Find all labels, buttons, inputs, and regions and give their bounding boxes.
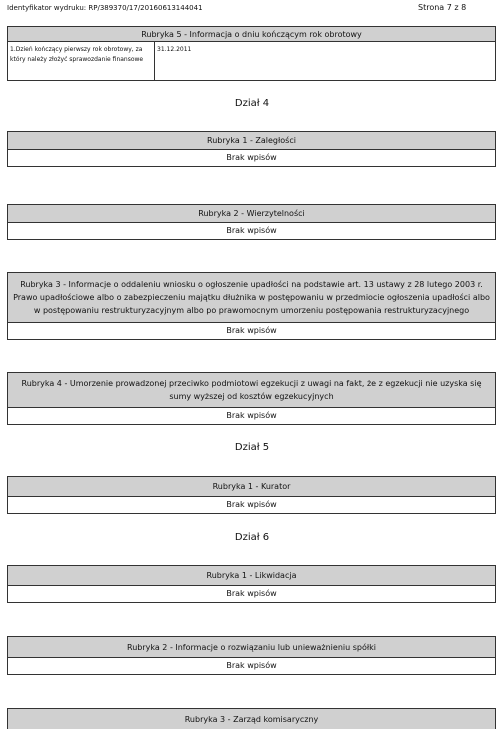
- section-body: Brak wpisów: [226, 326, 277, 335]
- section-rubryka-5: [7, 26, 496, 81]
- section-title: Rubryka 3 - Informacje o oddaleniu wniosku o ogłoszenie upadłości na podstawie art. 13 ustawy z 28 lutego 2003 r. Prawo upadłościowe albo o zabezpieczeniu majątku dłużnika w postępowaniu w przedmiocie ogłoszenia upadłości albo w postępowaniu restrukturyzacyjnym albo po prawomocnym umorzeniu postępowania restrukturyzacyjnego: [8, 273, 495, 323]
- section-d4-r1: [7, 131, 496, 167]
- section-d6-r2: [7, 636, 496, 675]
- field-label: 1.Dzień kończący pierwszy rok obrotowy, za który należy złożyć sprawozdanie finansowe: [8, 42, 155, 80]
- section-title: Rubryka 1 - Kurator: [8, 477, 495, 497]
- section-title: Rubryka 1 - Zaległości: [8, 132, 495, 150]
- section-d4-r2: [7, 204, 496, 240]
- section-body: Brak wpisów: [226, 500, 277, 509]
- section-body: Brak wpisów: [226, 226, 277, 235]
- dzial-5-heading: Dział 5: [234, 442, 270, 453]
- section-d5-r1: [7, 476, 496, 514]
- print-identifier: Identyfikator wydruku: RP/389370/17/20160613144041: [7, 4, 203, 12]
- section-title: Rubryka 2 - Wierzytelności: [8, 205, 495, 223]
- field-row: [8, 42, 495, 80]
- section-body: Brak wpisów: [226, 661, 277, 670]
- section-body: Brak wpisów: [226, 589, 277, 598]
- section-d4-r3: [7, 272, 496, 340]
- section-d4-r4: [7, 372, 496, 425]
- dzial-6-heading: Dział 6: [234, 532, 270, 543]
- section-body: Brak wpisów: [226, 153, 277, 162]
- field-value: 31.12.2011: [157, 46, 192, 53]
- section-title: Rubryka 4 - Umorzenie prowadzonej przeciwko podmiotowi egzekucji z uwagi na fakt, że z egzekucji nie uzyska się sumy wyższej od kosztów egzekucyjnych: [8, 373, 495, 408]
- dzial-4-heading: Dział 4: [234, 98, 270, 109]
- section-d6-r3: [7, 708, 496, 729]
- section-body: Brak wpisów: [226, 411, 277, 420]
- section-d6-r1: [7, 565, 496, 603]
- section-title: Rubryka 1 - Likwidacja: [8, 566, 495, 586]
- section-title: Rubryka 5 - Informacja o dniu kończącym rok obrotowy: [8, 27, 495, 42]
- section-title: Rubryka 3 - Zarząd komisaryczny: [8, 709, 495, 729]
- section-title: Rubryka 2 - Informacje o rozwiązaniu lub unieważnieniu spółki: [8, 637, 495, 658]
- page-number: Strona 7 z 8: [418, 3, 467, 12]
